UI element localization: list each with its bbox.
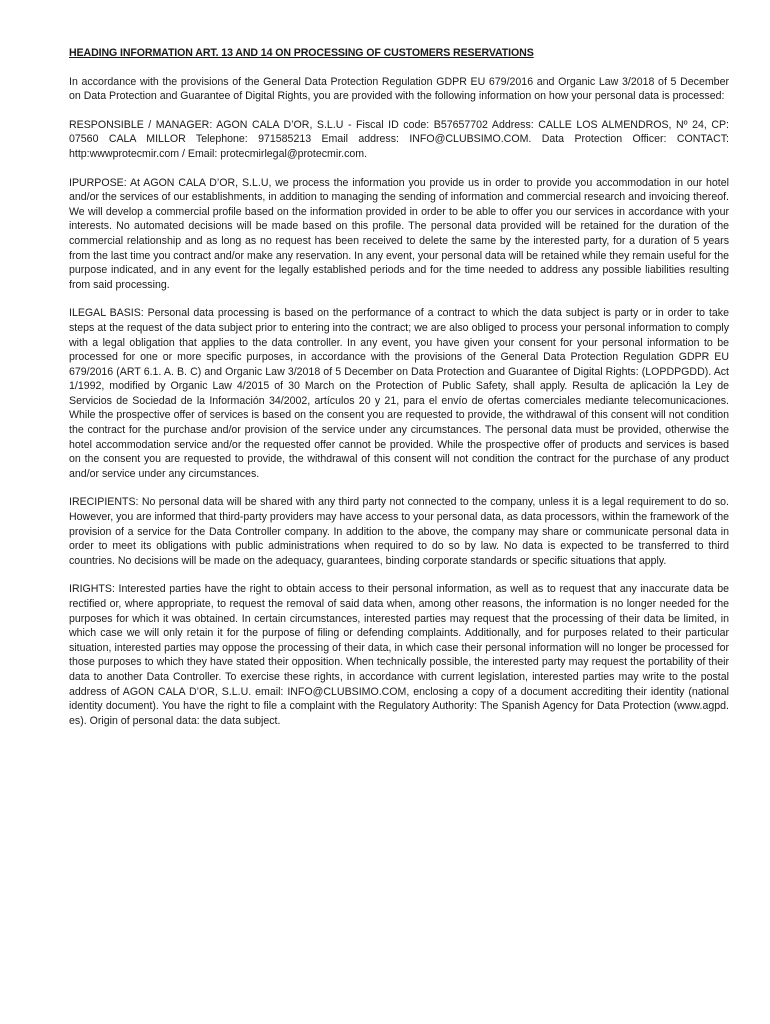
purpose-paragraph: IPURPOSE: At AGON CALA D’OR, S.L.U, we process the information you provide us in order to provide you accommodation in our hotel and/or the services of our establishments, in addition to managing the sending of information and commercial research and invoicing thereof. We will develop a commercial profile based on the information provided in order to be able to offer you our services in accordance with your interests. No automated decisions will be made based on this profile. The personal data provided will be retained for the duration of the commercial relationship and as long as no request has been received to delete the same by the interested party, for a duration of 5 years from the last time you contract and/or make any reservation. In any event, your personal data will be retained while they remain useful for the purpose indicated, and in any event for the legally established periods and for the time needed to address any possible liabilities resulting from said processing. — [69, 176, 729, 291]
responsible-paragraph: RESPONSIBLE / MANAGER: AGON CALA D’OR, S.L.U - Fiscal ID code: B57657702 Address: CALLE LOS ALMENDROS, Nº 24, CP: 07560 CALA MILLOR Telephone: 971585213 Email address: INFO@CLUBSIMO.COM. Data Protection Officer: CONTACT: http:wwwprotecmir.com / Email: protecmirlegal@protecmir.com. — [69, 118, 729, 160]
recipients-paragraph: IRECIPIENTS: No personal data will be shared with any third party not connected to the company, unless it is a legal requirement to do so. However, you are informed that third-party providers may have access to your personal data, as data processors, within the framework of the provision of a service for the Data Controller company. In addition to the above, the company may share or communicate personal data in order to meet its obligations with public administrations when required to do so by law. No data is expected to be transferred to third countries. No decisions will be made on the adequacy, guarantees, binding corporate standards or specific situations that apply. — [69, 496, 729, 567]
legal-basis-paragraph: ILEGAL BASIS: Personal data processing is based on the performance of a contract to which the data subject is party or in order to take steps at the request of the data subject prior to entering into the contract; we are also obliged to process your personal information to comply with a legal obligation that applies to the data controller. In any event, you have given your consent for your personal information to be processed for one or more specific purposes, in accordance with the provisions of the General Data Protection Regulation GDPR EU 679/2016 (ART 6.1. A. B. C) and Organic Law 3/2018 of 5 December on Data Protection and Guarantee of Digital Rights: (LOPDPGDD). Act 1/1992, modified by Organic Law 4/2015 of 30 March on the Protection of Public Safety, shall apply. Resulta de aplicación la Ley de Servicios de Sociedad de la Información 34/2002, artículos 20 y 21, para el envío de ofertas comerciales mediante telecomunicaciones. While the prospective offer of services is based on the consent you are requested to provide, the withdrawal of this consent will not condition the contract for the purchase and/or provision of the service under any circumstances. The personal data must be provided, otherwise the hotel accommodation service and/or the requested offer cannot be provided. While the prospective offer of products and services is based on the consent you are requested to provide, the withdrawal of this consent will not condition the contract for the purchase of any product and/or service under any circumstances. — [69, 307, 729, 480]
intro-paragraph: In accordance with the provisions of the General Data Protection Regulation GDPR EU 679/2016 and Organic Law 3/2018 of 5 December on Data Protection and Guarantee of Digital Rights, you are provided with the following information on how your personal data is processed: — [69, 75, 729, 103]
rights-paragraph: IRIGHTS: Interested parties have the right to obtain access to their personal information, as well as to request that any inaccurate data be rectified or, where appropriate, to request the removal of said data when, among other reasons, the information is no longer needed for the purposes for which it was obtained. In certain circumstances, interested parties may request that the processing of their data be limited, in which case we will only retain it for the purpose of filing or defending complaints. Additionally, and for purposes related to their particular situation, interested parties may oppose the processing of their data, in which case their personal information will no longer be processed for those purposes to which they have stated their opposition. When technically possible, the interested party may request the portability of their data to another Data Controller. To exercise these rights, in accordance with current legislation, interested parties may write to the postal address of AGON CALA D’OR, S.L.U. email: INFO@CLUBSIMO.COM, enclosing a copy of a document accrediting their identity (national identity document). You have the right to file a complaint with the Regulatory Authority: The Spanish Agency for Data Protection (www.agpd. es). Origin of personal data: the data subject. — [69, 583, 729, 727]
document-page — [69, 46, 729, 742]
document-heading: HEADING INFORMATION ART. 13 AND 14 ON PROCESSING OF CUSTOMERS RESERVATIONS — [69, 47, 534, 59]
